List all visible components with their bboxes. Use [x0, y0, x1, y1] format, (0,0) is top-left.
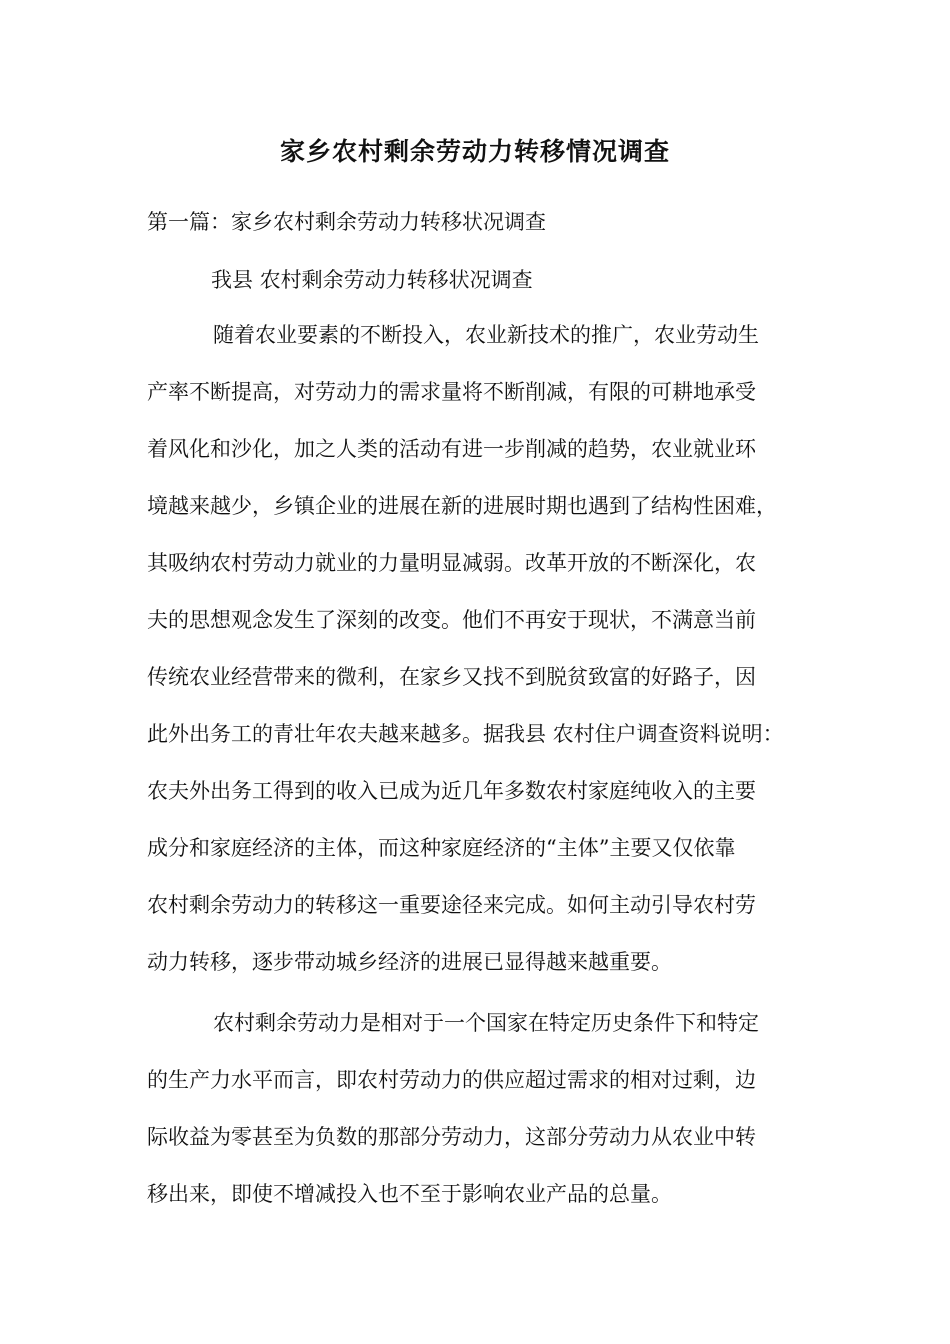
paragraph-line: 着风化和沙化，加之人类的活动有进一步削减的趋势，农业就业环 [147, 437, 756, 461]
paragraph-line: 的生产力水平而言，即农村劳动力的供应超过需求的相对过剩，边 [147, 1068, 756, 1092]
section-heading: 第一篇：家乡农村剩余劳动力转移状况调查 [147, 210, 546, 234]
paragraph-line: 随着农业要素的不断投入，农业新技术的推广，农业劳动生 [213, 323, 759, 347]
paragraph-line: 夫的思想观念发生了深刻的改变。他们不再安于现状，不满意当前 [147, 608, 756, 632]
paragraph-line: 境越来越少，乡镇企业的进展在新的进展时期也遇到了结构性困难， [147, 494, 777, 518]
paragraph-line: 此外出务工的青壮年农夫越来越多。据我县 农村住户调查资料说明： [147, 722, 784, 746]
survey-title: 我县 农村剩余劳动力转移状况调查 [211, 268, 533, 292]
paragraph-line: 动力转移，逐步带动城乡经济的进展已显得越来越重要。 [147, 950, 672, 974]
paragraph-line: 农村剩余劳动力的转移这一重要途径来完成。如何主动引导农村劳 [147, 893, 756, 917]
paragraph-line: 农夫外出务工得到的收入已成为近几年多数农村家庭纯收入的主要 [147, 779, 756, 803]
paragraph-line: 农村剩余劳动力是相对于一个国家在特定历史条件下和特定 [213, 1011, 759, 1035]
paragraph-line: 际收益为零甚至为负数的那部分劳动力，这部分劳动力从农业中转 [147, 1125, 756, 1149]
paragraph-line: 其吸纳农村劳动力就业的力量明显减弱。改革开放的不断深化，农 [147, 551, 756, 575]
document-title: 家乡农村剩余劳动力转移情况调查 [279, 137, 670, 166]
paragraph-line: 成分和家庭经济的主体，而这种家庭经济的“主体”主要又仅依靠 [147, 836, 736, 860]
paragraph-line: 传统农业经营带来的微利，在家乡又找不到脱贫致富的好路子，因 [147, 665, 756, 689]
paragraph-line: 移出来，即使不增减投入也不至于影响农业产品的总量。 [147, 1182, 672, 1206]
paragraph-line: 产率不断提高，对劳动力的需求量将不断削减，有限的可耕地承受 [147, 380, 756, 404]
